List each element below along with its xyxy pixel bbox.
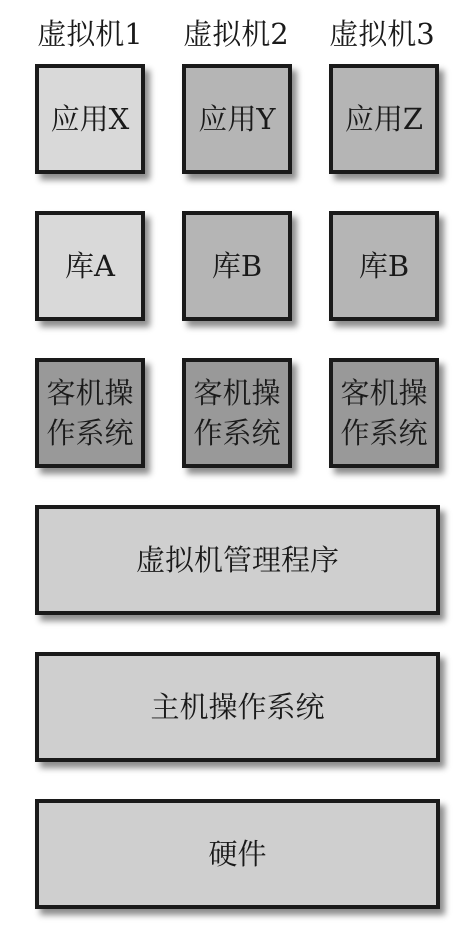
vm1-guest-os-box [35, 358, 145, 468]
vm1-lib-box [35, 211, 145, 321]
vm1-guest-os-label: 客机操作系统 [46, 376, 134, 450]
vm2-label: 虚拟机2 [183, 17, 289, 51]
vm2-lib-box [182, 211, 292, 321]
vm2-guest-os-box [182, 358, 292, 468]
hardware-box [35, 799, 440, 909]
vm3-lib-label: 库B [358, 249, 410, 283]
hypervisor-box [35, 505, 440, 615]
vm3-lib-box [329, 211, 439, 321]
vm3-label: 虚拟机3 [329, 17, 435, 51]
vm2-app-box [182, 64, 292, 174]
vm3-app-box [329, 64, 439, 174]
hypervisor-label: 虚拟机管理程序 [135, 543, 339, 577]
host-os-label: 主机操作系统 [150, 690, 325, 724]
vm3-guest-os-label: 客机操作系统 [340, 376, 428, 450]
vm1-label: 虚拟机1 [37, 17, 143, 51]
vm1-lib-label: 库A [65, 249, 115, 283]
vm1-app-label: 应用X [50, 102, 130, 136]
vm1-app-box [35, 64, 145, 174]
hardware-label: 硬件 [208, 837, 267, 871]
vm3-guest-os-box [329, 358, 439, 468]
vm2-lib-label: 库B [211, 249, 263, 283]
host-os-box [35, 652, 440, 762]
vm3-app-label: 应用Z [344, 102, 424, 136]
vm2-guest-os-label: 客机操作系统 [193, 376, 281, 450]
vm2-app-label: 应用Y [198, 102, 276, 136]
